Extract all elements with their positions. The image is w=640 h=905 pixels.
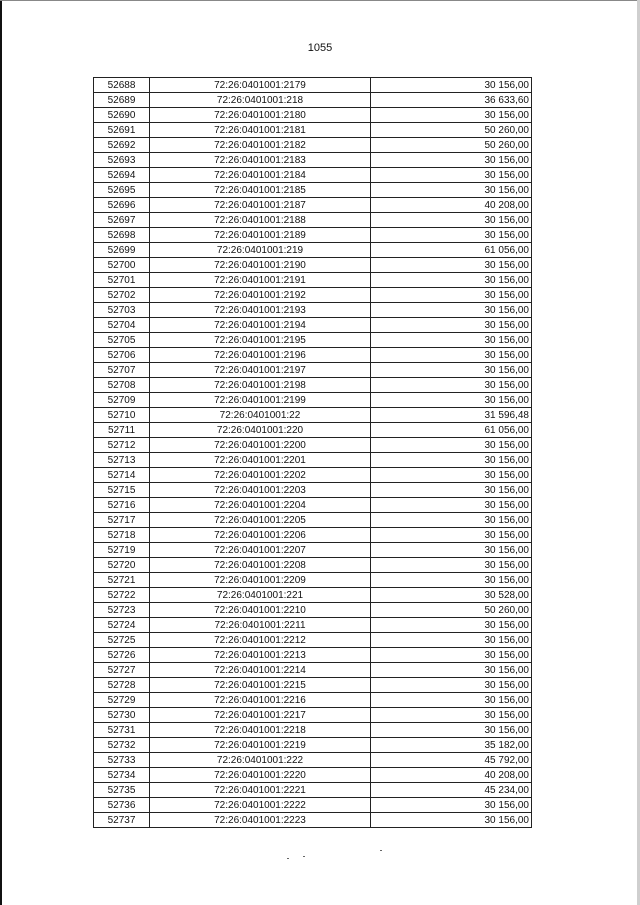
cadastral-value-cell: 30 156,00	[371, 618, 532, 633]
row-number-cell: 52703	[94, 303, 150, 318]
cadastral-value-cell: 35 182,00	[371, 738, 532, 753]
cadastral-value-cell: 30 156,00	[371, 573, 532, 588]
cadastral-number-cell: 72:26:0401001:222	[150, 753, 371, 768]
row-number-cell: 52728	[94, 678, 150, 693]
cadastral-value-cell: 30 156,00	[371, 333, 532, 348]
table-row	[94, 393, 532, 408]
scan-speck	[287, 858, 289, 859]
row-number-cell: 52724	[94, 618, 150, 633]
row-number-cell: 52697	[94, 213, 150, 228]
row-number-cell: 52732	[94, 738, 150, 753]
cadastral-number-cell: 72:26:0401001:2184	[150, 168, 371, 183]
cadastral-number-cell: 72:26:0401001:2192	[150, 288, 371, 303]
cadastral-number-cell: 72:26:0401001:2209	[150, 573, 371, 588]
cadastral-number-cell: 72:26:0401001:2220	[150, 768, 371, 783]
cadastral-number-cell: 72:26:0401001:219	[150, 243, 371, 258]
cadastral-number-cell: 72:26:0401001:2207	[150, 543, 371, 558]
cadastral-number-cell: 72:26:0401001:2208	[150, 558, 371, 573]
cadastral-value-cell: 30 156,00	[371, 168, 532, 183]
row-number-cell: 52729	[94, 693, 150, 708]
cadastral-number-cell: 72:26:0401001:221	[150, 588, 371, 603]
cadastral-value-cell: 31 596,48	[371, 408, 532, 423]
cadastral-value-cell: 50 260,00	[371, 603, 532, 618]
table-row	[94, 723, 532, 738]
row-number-cell: 52723	[94, 603, 150, 618]
cadastral-value-cell: 61 056,00	[371, 243, 532, 258]
table-row	[94, 603, 532, 618]
scan-speck	[380, 850, 382, 851]
row-number-cell: 52710	[94, 408, 150, 423]
table-row	[94, 243, 532, 258]
row-number-cell: 52716	[94, 498, 150, 513]
row-number-cell: 52727	[94, 663, 150, 678]
cadastral-number-cell: 72:26:0401001:2202	[150, 468, 371, 483]
scan-edge-top	[0, 0, 640, 1]
row-number-cell: 52704	[94, 318, 150, 333]
table-row	[94, 378, 532, 393]
cadastral-value-cell: 30 156,00	[371, 153, 532, 168]
row-number-cell: 52714	[94, 468, 150, 483]
cadastral-number-cell: 72:26:0401001:2187	[150, 198, 371, 213]
cadastral-value-table	[93, 77, 532, 828]
cadastral-number-cell: 72:26:0401001:2223	[150, 813, 371, 828]
row-number-cell: 52717	[94, 513, 150, 528]
table-row	[94, 783, 532, 798]
table-body	[94, 78, 532, 828]
cadastral-number-cell: 72:26:0401001:2200	[150, 438, 371, 453]
row-number-cell: 52718	[94, 528, 150, 543]
table-row	[94, 123, 532, 138]
row-number-cell: 52699	[94, 243, 150, 258]
table-row	[94, 348, 532, 363]
cadastral-number-cell: 72:26:0401001:2204	[150, 498, 371, 513]
cadastral-number-cell: 72:26:0401001:2203	[150, 483, 371, 498]
table-row	[94, 798, 532, 813]
cadastral-value-cell: 30 156,00	[371, 813, 532, 828]
table-row	[94, 483, 532, 498]
row-number-cell: 52715	[94, 483, 150, 498]
table-row	[94, 363, 532, 378]
row-number-cell: 52702	[94, 288, 150, 303]
row-number-cell: 52722	[94, 588, 150, 603]
table-row	[94, 648, 532, 663]
row-number-cell: 52692	[94, 138, 150, 153]
cadastral-value-cell: 30 156,00	[371, 363, 532, 378]
row-number-cell: 52719	[94, 543, 150, 558]
table-row	[94, 678, 532, 693]
table-row	[94, 663, 532, 678]
cadastral-number-cell: 72:26:0401001:2194	[150, 318, 371, 333]
cadastral-value-cell: 30 156,00	[371, 663, 532, 678]
cadastral-value-cell: 45 792,00	[371, 753, 532, 768]
row-number-cell: 52707	[94, 363, 150, 378]
row-number-cell: 52725	[94, 633, 150, 648]
cadastral-value-cell: 30 156,00	[371, 348, 532, 363]
row-number-cell: 52694	[94, 168, 150, 183]
scan-edge-left	[0, 0, 2, 905]
cadastral-number-cell: 72:26:0401001:22	[150, 408, 371, 423]
row-number-cell: 52726	[94, 648, 150, 663]
scan-speck	[303, 856, 305, 857]
row-number-cell: 52737	[94, 813, 150, 828]
cadastral-value-cell: 30 156,00	[371, 543, 532, 558]
table-row	[94, 513, 532, 528]
table-row	[94, 183, 532, 198]
cadastral-value-cell: 30 156,00	[371, 78, 532, 93]
cadastral-number-cell: 72:26:0401001:2213	[150, 648, 371, 663]
cadastral-number-cell: 72:26:0401001:2215	[150, 678, 371, 693]
cadastral-number-cell: 72:26:0401001:2217	[150, 708, 371, 723]
row-number-cell: 52711	[94, 423, 150, 438]
table-row	[94, 813, 532, 828]
row-number-cell: 52701	[94, 273, 150, 288]
cadastral-number-cell: 72:26:0401001:2222	[150, 798, 371, 813]
table-row	[94, 108, 532, 123]
cadastral-number-cell: 72:26:0401001:2198	[150, 378, 371, 393]
table-row	[94, 423, 532, 438]
cadastral-number-cell: 72:26:0401001:2210	[150, 603, 371, 618]
cadastral-number-cell: 72:26:0401001:2196	[150, 348, 371, 363]
table-row	[94, 573, 532, 588]
cadastral-value-cell: 30 156,00	[371, 678, 532, 693]
cadastral-number-cell: 72:26:0401001:2185	[150, 183, 371, 198]
row-number-cell: 52706	[94, 348, 150, 363]
cadastral-value-cell: 30 156,00	[371, 318, 532, 333]
cadastral-number-cell: 72:26:0401001:2221	[150, 783, 371, 798]
table-row	[94, 543, 532, 558]
cadastral-value-cell: 30 156,00	[371, 528, 532, 543]
cadastral-number-cell: 72:26:0401001:2193	[150, 303, 371, 318]
cadastral-number-cell: 72:26:0401001:2219	[150, 738, 371, 753]
row-number-cell: 52736	[94, 798, 150, 813]
table-row	[94, 528, 532, 543]
row-number-cell: 52695	[94, 183, 150, 198]
cadastral-number-cell: 72:26:0401001:2205	[150, 513, 371, 528]
table-row	[94, 588, 532, 603]
row-number-cell: 52705	[94, 333, 150, 348]
cadastral-value-cell: 30 156,00	[371, 273, 532, 288]
row-number-cell: 52688	[94, 78, 150, 93]
row-number-cell: 52730	[94, 708, 150, 723]
page-number: 1055	[307, 42, 333, 54]
cadastral-value-cell: 30 156,00	[371, 453, 532, 468]
cadastral-number-cell: 72:26:0401001:2199	[150, 393, 371, 408]
cadastral-value-cell: 30 528,00	[371, 588, 532, 603]
table-row	[94, 618, 532, 633]
cadastral-number-cell: 72:26:0401001:2188	[150, 213, 371, 228]
table-row	[94, 693, 532, 708]
row-number-cell: 52691	[94, 123, 150, 138]
row-number-cell: 52721	[94, 573, 150, 588]
table-row	[94, 453, 532, 468]
cadastral-value-cell: 30 156,00	[371, 303, 532, 318]
cadastral-value-cell: 61 056,00	[371, 423, 532, 438]
cadastral-value-cell: 30 156,00	[371, 648, 532, 663]
cadastral-value-cell: 30 156,00	[371, 378, 532, 393]
row-number-cell: 52720	[94, 558, 150, 573]
table-row	[94, 438, 532, 453]
table-row	[94, 768, 532, 783]
table-row	[94, 303, 532, 318]
table-row	[94, 198, 532, 213]
cadastral-value-cell: 40 208,00	[371, 198, 532, 213]
cadastral-number-cell: 72:26:0401001:220	[150, 423, 371, 438]
cadastral-value-cell: 40 208,00	[371, 768, 532, 783]
row-number-cell: 52713	[94, 453, 150, 468]
cadastral-value-cell: 30 156,00	[371, 108, 532, 123]
cadastral-number-cell: 72:26:0401001:2218	[150, 723, 371, 738]
table-row	[94, 333, 532, 348]
table-row	[94, 153, 532, 168]
row-number-cell: 52734	[94, 768, 150, 783]
cadastral-value-cell: 30 156,00	[371, 393, 532, 408]
table-row	[94, 318, 532, 333]
table-row	[94, 468, 532, 483]
table-row	[94, 498, 532, 513]
cadastral-value-cell: 30 156,00	[371, 213, 532, 228]
cadastral-value-cell: 30 156,00	[371, 468, 532, 483]
cadastral-number-cell: 72:26:0401001:2197	[150, 363, 371, 378]
table-row	[94, 708, 532, 723]
row-number-cell: 52689	[94, 93, 150, 108]
row-number-cell: 52712	[94, 438, 150, 453]
table-row	[94, 213, 532, 228]
cadastral-number-cell: 72:26:0401001:2181	[150, 123, 371, 138]
cadastral-number-cell: 72:26:0401001:2190	[150, 258, 371, 273]
row-number-cell: 52733	[94, 753, 150, 768]
cadastral-value-cell: 50 260,00	[371, 123, 532, 138]
cadastral-value-cell: 30 156,00	[371, 558, 532, 573]
cadastral-number-cell: 72:26:0401001:2201	[150, 453, 371, 468]
table-row	[94, 558, 532, 573]
cadastral-value-cell: 30 156,00	[371, 498, 532, 513]
cadastral-value-cell: 30 156,00	[371, 513, 532, 528]
row-number-cell: 52698	[94, 228, 150, 243]
table-row	[94, 288, 532, 303]
cadastral-number-cell: 72:26:0401001:2206	[150, 528, 371, 543]
table-row	[94, 753, 532, 768]
table-row	[94, 633, 532, 648]
row-number-cell: 52696	[94, 198, 150, 213]
cadastral-number-cell: 72:26:0401001:2191	[150, 273, 371, 288]
row-number-cell: 52700	[94, 258, 150, 273]
cadastral-number-cell: 72:26:0401001:2180	[150, 108, 371, 123]
row-number-cell: 52708	[94, 378, 150, 393]
row-number-cell: 52735	[94, 783, 150, 798]
cadastral-number-cell: 72:26:0401001:2211	[150, 618, 371, 633]
cadastral-number-cell: 72:26:0401001:2183	[150, 153, 371, 168]
row-number-cell: 52690	[94, 108, 150, 123]
row-number-cell: 52731	[94, 723, 150, 738]
cadastral-value-cell: 30 156,00	[371, 288, 532, 303]
table-row	[94, 258, 532, 273]
cadastral-value-cell: 30 156,00	[371, 693, 532, 708]
cadastral-value-cell: 30 156,00	[371, 183, 532, 198]
cadastral-value-cell: 30 156,00	[371, 633, 532, 648]
cadastral-number-cell: 72:26:0401001:2195	[150, 333, 371, 348]
row-number-cell: 52709	[94, 393, 150, 408]
table-row	[94, 408, 532, 423]
cadastral-number-cell: 72:26:0401001:2212	[150, 633, 371, 648]
cadastral-value-cell: 30 156,00	[371, 438, 532, 453]
cadastral-value-cell: 30 156,00	[371, 798, 532, 813]
cadastral-number-cell: 72:26:0401001:2182	[150, 138, 371, 153]
table-row	[94, 228, 532, 243]
table-row	[94, 93, 532, 108]
cadastral-value-cell: 30 156,00	[371, 708, 532, 723]
cadastral-value-cell: 30 156,00	[371, 258, 532, 273]
table-row	[94, 168, 532, 183]
table-row	[94, 138, 532, 153]
table-row	[94, 78, 532, 93]
cadastral-value-cell: 30 156,00	[371, 483, 532, 498]
row-number-cell: 52693	[94, 153, 150, 168]
cadastral-number-cell: 72:26:0401001:2189	[150, 228, 371, 243]
cadastral-value-cell: 50 260,00	[371, 138, 532, 153]
cadastral-value-cell: 45 234,00	[371, 783, 532, 798]
cadastral-number-cell: 72:26:0401001:2179	[150, 78, 371, 93]
cadastral-value-cell: 30 156,00	[371, 723, 532, 738]
cadastral-value-cell: 30 156,00	[371, 228, 532, 243]
cadastral-number-cell: 72:26:0401001:2216	[150, 693, 371, 708]
table-row	[94, 738, 532, 753]
cadastral-number-cell: 72:26:0401001:218	[150, 93, 371, 108]
table-row	[94, 273, 532, 288]
cadastral-value-cell: 36 633,60	[371, 93, 532, 108]
cadastral-number-cell: 72:26:0401001:2214	[150, 663, 371, 678]
